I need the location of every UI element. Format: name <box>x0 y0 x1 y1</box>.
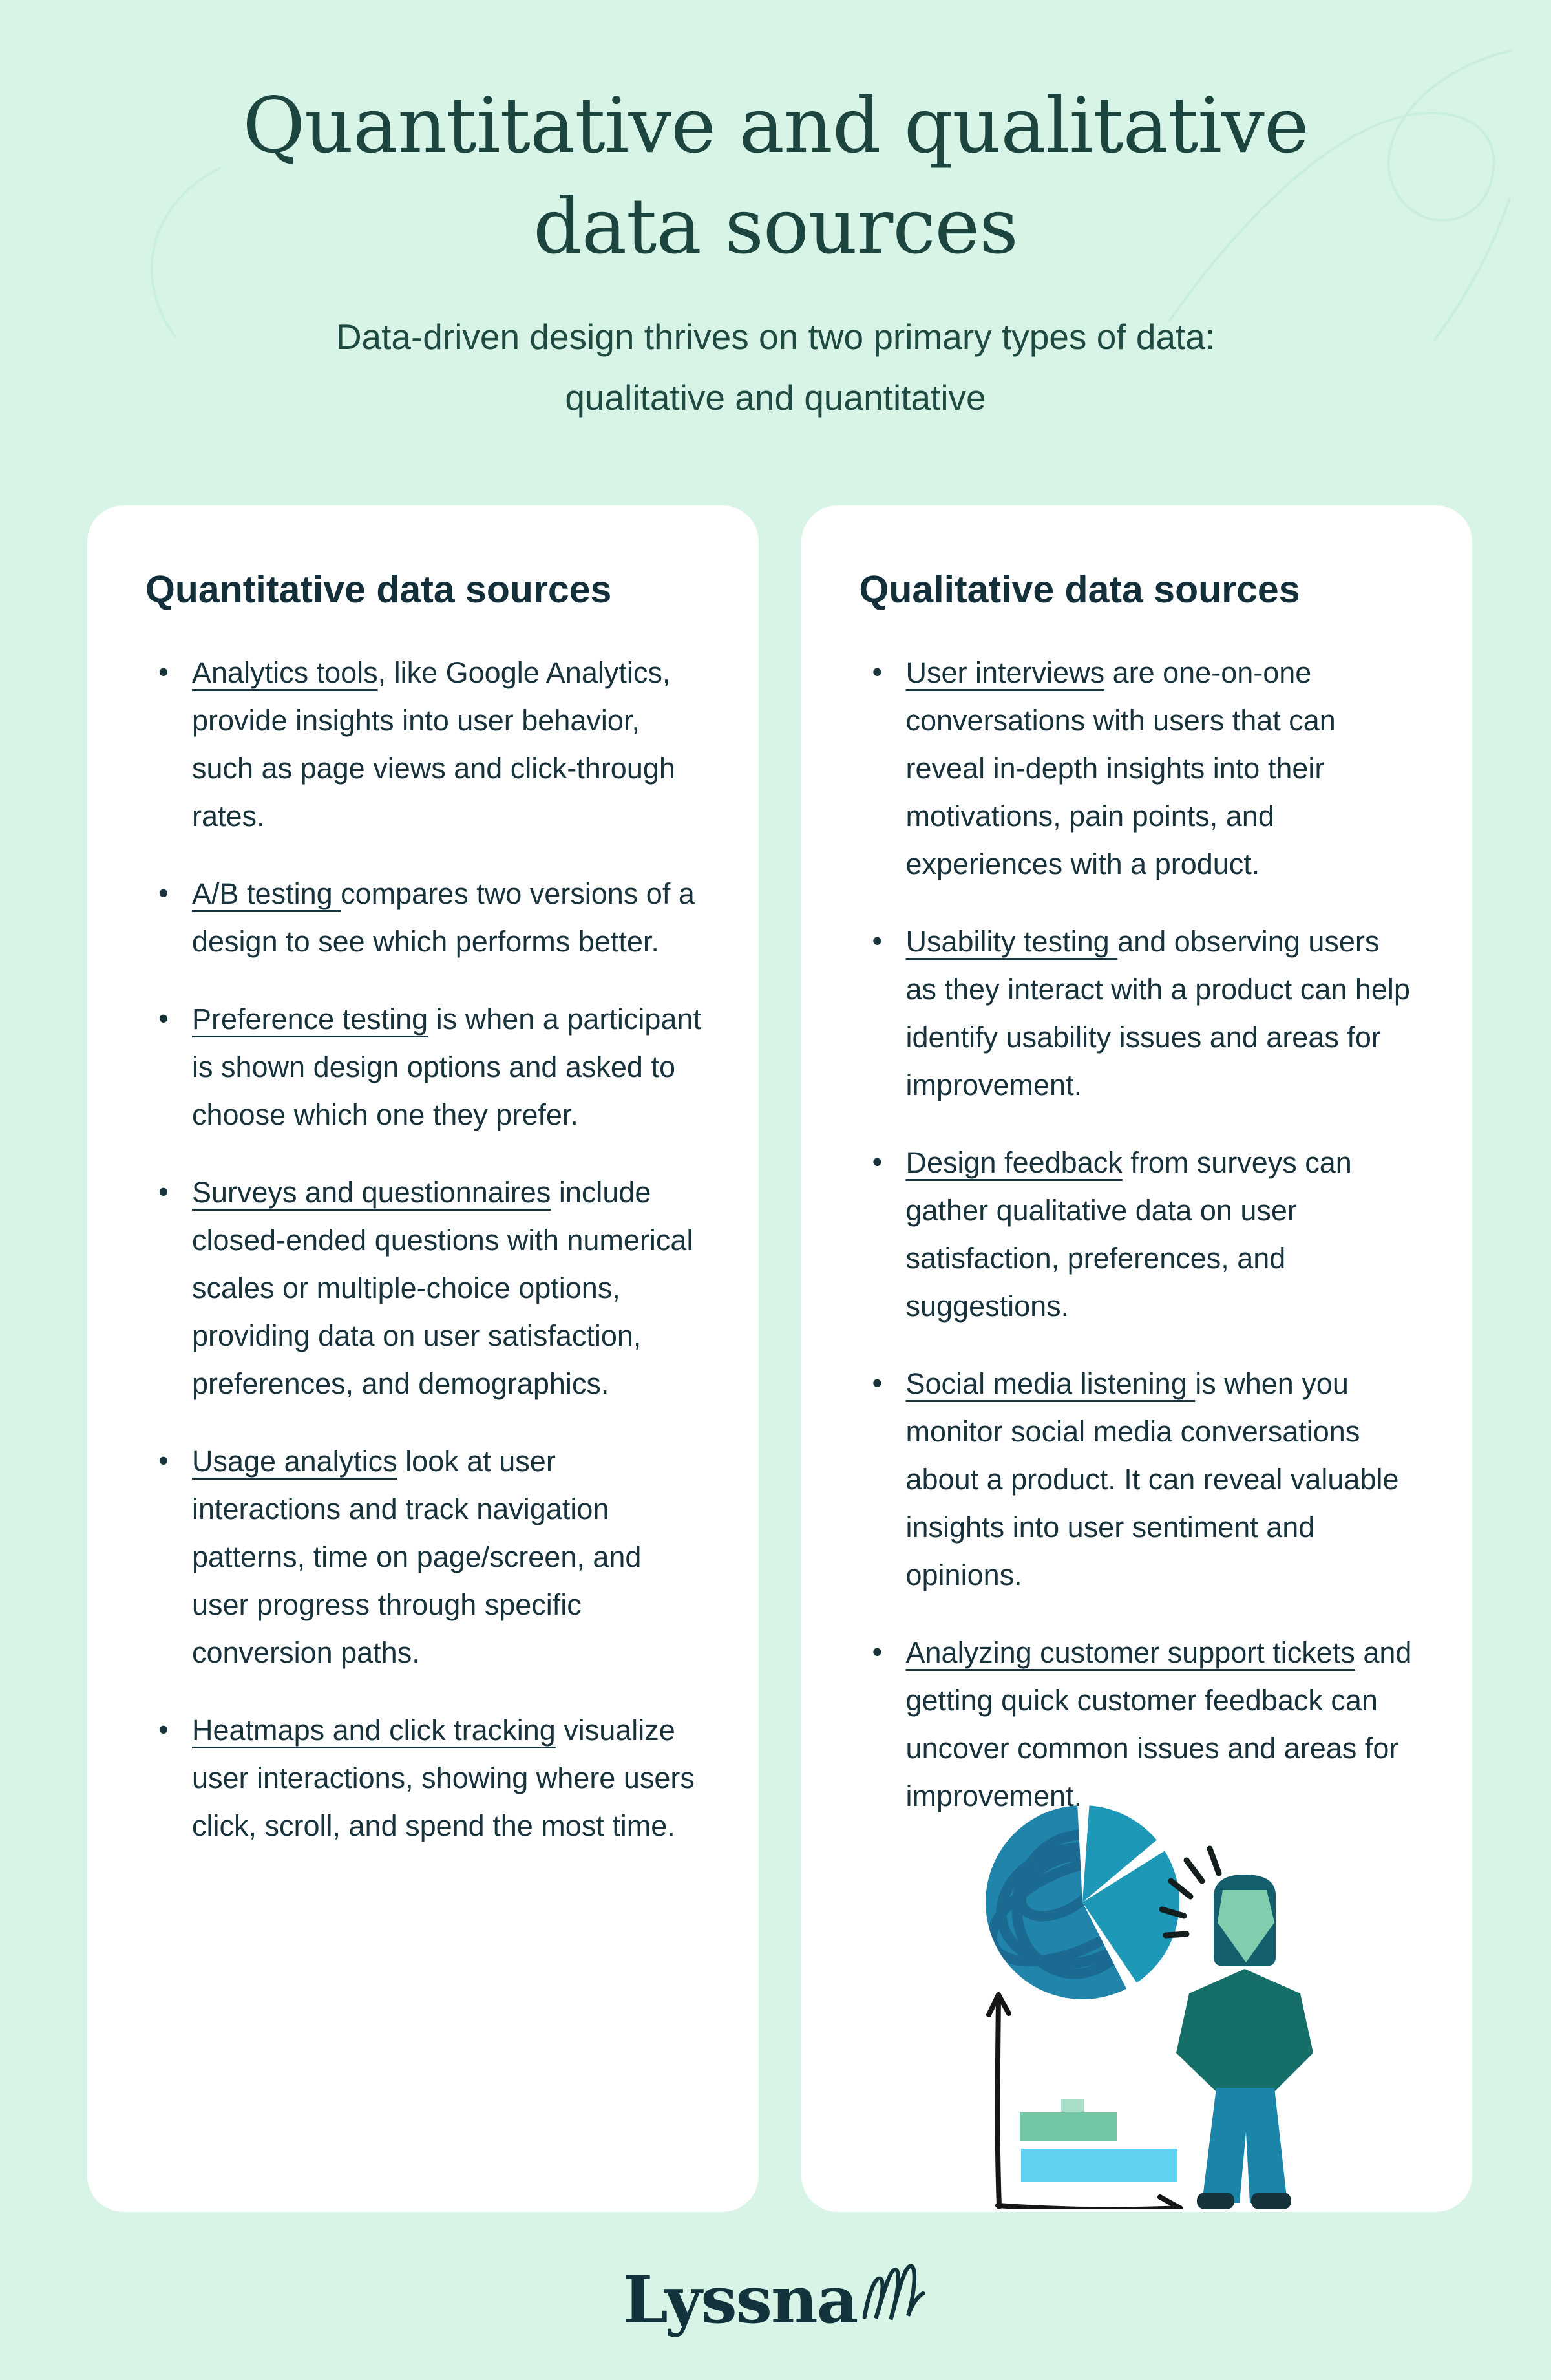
page-title <box>0 0 1551 277</box>
bullet-lead-underlined: Usability testing <box>905 925 1118 958</box>
bullet-lead-underlined: Design feedback <box>905 1146 1123 1179</box>
bullet-lead-underlined: A/B testing <box>192 877 341 910</box>
bullet-lead-underlined: User interviews <box>905 656 1105 689</box>
list-item <box>145 649 704 840</box>
list-item <box>860 1360 1419 1599</box>
list-item <box>860 918 1419 1109</box>
list-item <box>860 1139 1419 1330</box>
bullet-rest: , like Google Analytics, provide insights into user behavior, such as page views and click-through rates. <box>192 656 675 833</box>
logo-squiggle-icon <box>860 2256 928 2331</box>
list-item <box>145 1706 704 1850</box>
bullet-rest: and observing users as they interact with a product can help identify usability issues and areas for improvement. <box>905 925 1410 1101</box>
data-illustration <box>982 1796 1435 2209</box>
bullet-lead-underlined: Usage analytics <box>192 1445 397 1478</box>
page-subtitle <box>0 306 1551 428</box>
list-item <box>145 1169 704 1408</box>
pie-chart-icon <box>982 1805 1179 1999</box>
bullet-rest: and getting quick customer feedback can uncover common issues and areas for improvement. <box>905 1636 1412 1812</box>
bar-chart-icon <box>1020 2099 1177 2182</box>
person-shoe <box>1197 2193 1234 2209</box>
card-heading-qualitative: Qualitative data sources <box>859 568 1300 611</box>
person-pants <box>1202 2088 1287 2203</box>
page-title-line2: data sources <box>533 182 1018 271</box>
card-quantitative <box>87 505 759 2212</box>
bullet-rest: visualize user interactions, showing where users click, scroll, and spend the most time. <box>192 1714 695 1842</box>
page-subtitle-line2: qualitative and quantitative <box>565 377 986 418</box>
list-item <box>860 1629 1419 1820</box>
bullet-list-quantitative <box>145 649 704 1850</box>
cards-row <box>0 505 1551 2212</box>
person-illustration <box>1162 1849 1313 2209</box>
bullet-rest: is when you monitor social media conversations about a product. It can reveal valuable insights into user sentiment and opinions. <box>905 1367 1399 1591</box>
bullet-rest: include closed-ended questions with numerical scales or multiple-choice options, providing data on user satisfaction, preferences, and demographics. <box>192 1176 693 1400</box>
logo-wordmark: Lyssna <box>622 2262 858 2338</box>
bullet-lead-underlined: Heatmaps and click tracking <box>192 1714 556 1747</box>
list-item <box>145 995 704 1139</box>
bullet-list-qualitative <box>860 649 1419 1820</box>
list-item <box>145 870 704 966</box>
bullet-lead-underlined: Preference testing <box>192 1003 428 1036</box>
bullet-lead-underlined: Surveys and questionnaires <box>192 1176 551 1209</box>
person-shoe <box>1251 2193 1291 2209</box>
card-heading-quantitative: Quantitative data sources <box>145 568 612 611</box>
bullet-rest: from surveys can gather qualitative data on user satisfaction, preferences, and suggestions. <box>905 1146 1352 1323</box>
card-qualitative <box>801 505 1473 2212</box>
list-item <box>145 1438 704 1677</box>
page-subtitle-line1: Data-driven design thrives on two primary types of data: <box>335 317 1216 357</box>
bullet-rest: compares two versions of a design to see which performs better. <box>192 877 695 958</box>
person-sweater <box>1176 1969 1313 2092</box>
page-title-line1: Quantitative and qualitative <box>242 81 1309 170</box>
bullet-lead-underlined: Analytics tools <box>192 656 378 689</box>
bullet-rest: is when a participant is shown design options and asked to choose which one they prefer. <box>192 1003 701 1131</box>
bullet-lead-underlined: Social media listening <box>905 1367 1196 1400</box>
footer-logo <box>0 2256 1551 2338</box>
bullet-lead-underlined: Analyzing customer support tickets <box>905 1636 1355 1669</box>
bullet-rest: look at user interactions and track navigation patterns, time on page/screen, and user progress through specific conversion paths. <box>192 1445 642 1669</box>
bullet-rest: are one-on-one conversations with users that can reveal in-depth insights into their motivations, pain points, and experiences with a product. <box>905 656 1336 880</box>
list-item <box>860 649 1419 888</box>
